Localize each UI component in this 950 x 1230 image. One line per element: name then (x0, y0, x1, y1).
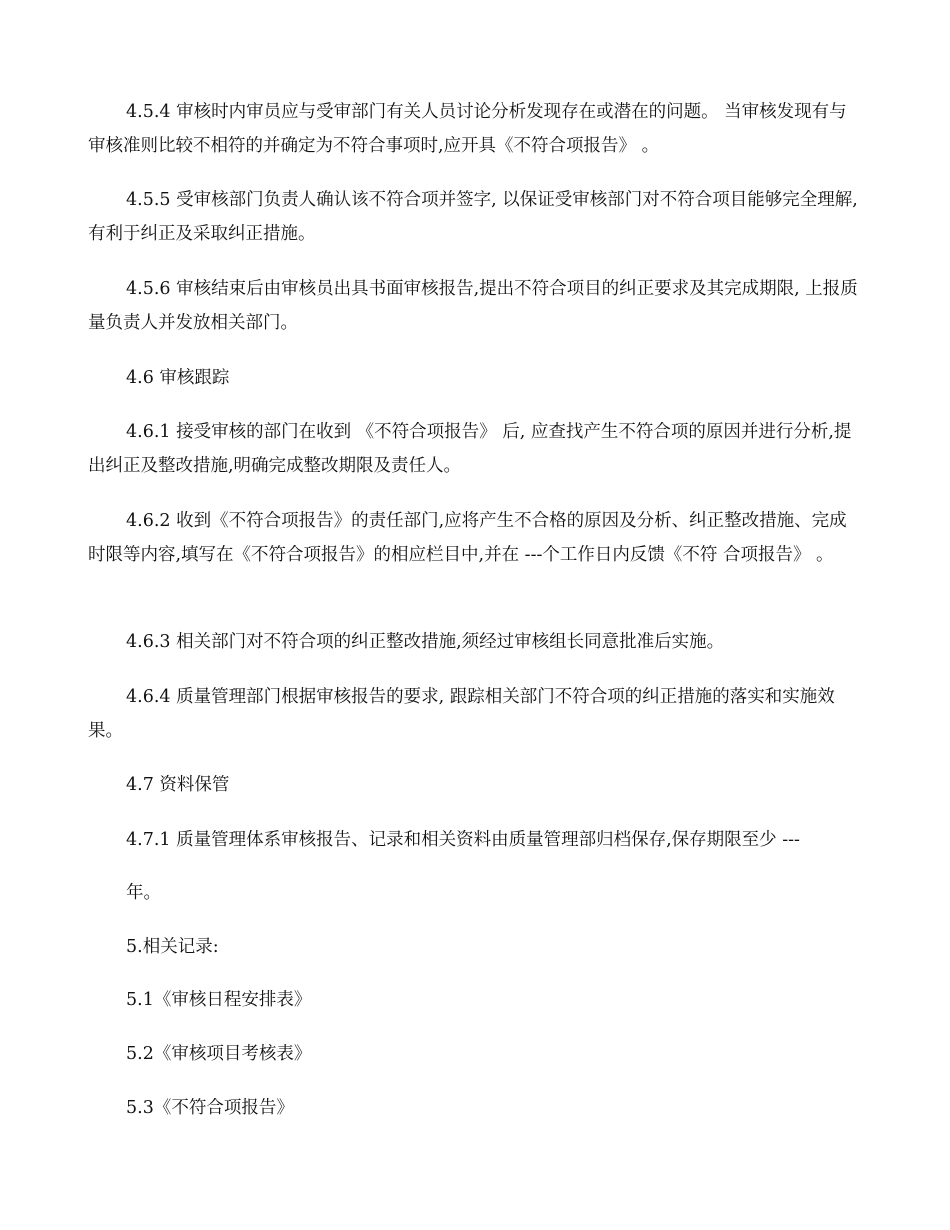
paragraph-4-6-4: 4.6.4 质量管理部门根据审核报告的要求, 跟踪相关部门不符合项的纠正措施的落实和实施效果。 (88, 687, 835, 741)
record-item-5-1: 5.1《审核日程安排表》 (126, 990, 312, 1010)
record-item-5-2: 5.2《审核项目考核表》 (126, 1044, 312, 1064)
section-heading-4-6: 4.6 审核跟踪 (126, 368, 230, 388)
paragraph-4-6-1: 4.6.1 接受审核的部门在收到 《不符合项报告》 后, 应查找产生不符合项的原因并进行分析,提出纠正及整改措施,明确完成整改期限及责任人。 (88, 422, 852, 476)
section-heading-5: 5.相关记录: (126, 937, 219, 957)
paragraph-4-5-6: 4.5.6 审核结束后由审核员出具书面审核报告,提出不符合项目的纠正要求及其完成期限, 上报质量负责人并发放相关部门。 (88, 279, 858, 333)
paragraph-4-6-3: 4.6.3 相关部门对不符合项的纠正整改措施,须经过审核组长同意批准后实施。 (126, 632, 725, 652)
paragraph-4-7-1-continued: 年。 (126, 883, 161, 903)
paragraph-4-6-2: 4.6.2 收到《不符合项报告》的责任部门,应将产生不合格的原因及分析、纠正整改措施、完成时限等内容,填写在《不符合项报告》的相应栏目中,并在 ---个工作日内反馈《不符 合项报告》 。 (88, 511, 847, 565)
paragraph-4-5-5: 4.5.5 受审核部门负责人确认该不符合项并签字, 以保证受审核部门对不符合项目能够完全理解,有利于纠正及采取纠正措施。 (88, 190, 858, 244)
paragraph-4-5-4: 4.5.4 审核时内审员应与受审部门有关人员讨论分析发现存在或潜在的问题。 当审核发现有与审核准则比较不相符的并确定为不符合事项时,应开具《不符合项报告》 。 (88, 102, 847, 156)
record-item-5-3: 5.3《不符合项报告》 (126, 1098, 294, 1118)
section-heading-4-7: 4.7 资料保管 (126, 775, 230, 795)
paragraph-4-7-1: 4.7.1 质量管理体系审核报告、记录和相关资料由质量管理部归档保存,保存期限至少 --- (126, 830, 800, 850)
